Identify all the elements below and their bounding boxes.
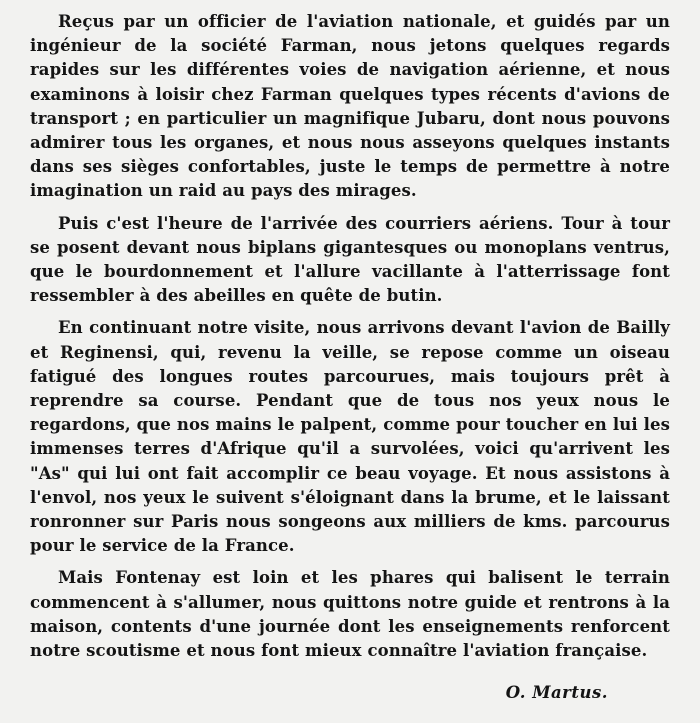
article-body	[30, 10, 670, 671]
paragraph-2: Puis c'est l'heure de l'arrivée des courriers aériens. Tour à tour se posent devant nous biplans gigantesques ou monoplans ventrus, que le bourdonnement et l'allure vacillante à l'atterrissage font ressembler à des abeilles en quête de butin.	[30, 213, 670, 306]
author-signature: O. Martus.	[505, 683, 608, 702]
paragraph-1: Reçus par un officier de l'aviation nationale, et guidés par un ingénieur de la société Farman, nous jetons quelques regards rapides sur les différentes voies de navigation aérienne, et nous examinons à loisir chez Farman quelques types récents d'avions de transport ; en particulier un magnifique Jubaru, dont nous pouvons admirer tous les organes, et nous nous asseyons quelques instants dans ses sièges confortables, juste le temps de permettre à notre imagination un raid au pays des mirages.	[30, 12, 670, 201]
paragraph-3: En continuant notre visite, nous arrivons devant l'avion de Bailly et Reginensi, qui, revenu la veille, se repose comme un oiseau fatigué des longues routes parcourues, mais toujours prêt à reprendre sa course. Pendant que de tous nos yeux nous le regardons, que nos mains le palpent, comme pour toucher en lui les immenses terres d'Afrique qu'il a survolées, voici qu'arrivent les "As" qui lui ont fait accomplir ce beau voyage. Et nous assistons à l'envol, nos yeux le suivent s'éloignant dans la brume, et le laissant ronronner sur Paris nous songeons aux milliers de kms. parcourus pour le service de la France.	[30, 318, 670, 556]
paragraph-4: Mais Fontenay est loin et les phares qui balisent le terrain commencent à s'allumer, nous quittons notre guide et rentrons à la maison, contents d'une journée dont les enseignements renforcent notre scoutisme et nous font mieux connaître l'aviation française.	[30, 568, 670, 661]
